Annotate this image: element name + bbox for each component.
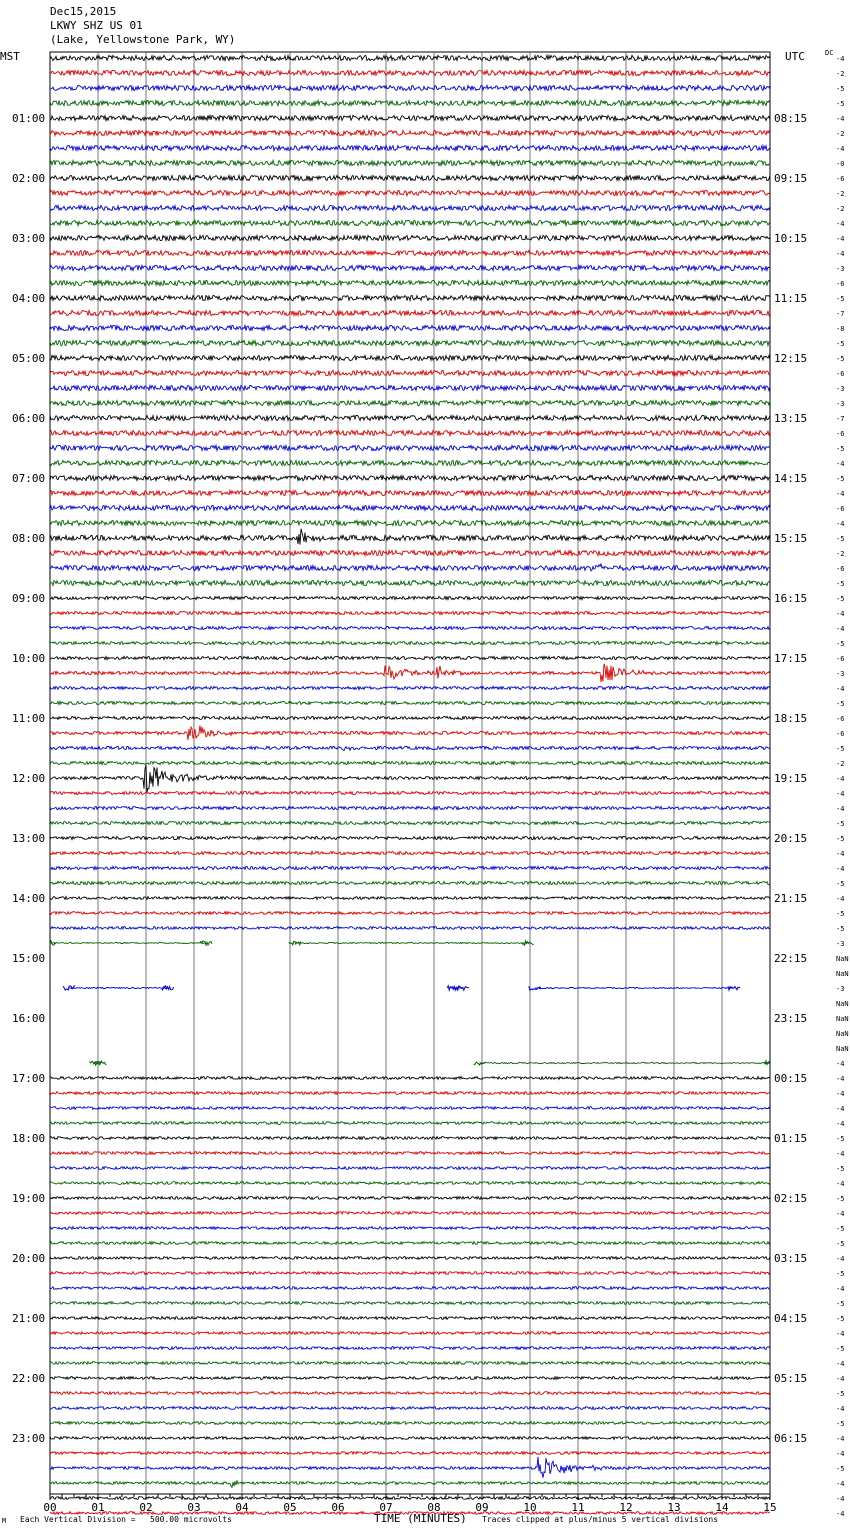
seismic-trace: [50, 1437, 770, 1440]
x-tick-label: 04: [235, 1501, 249, 1514]
dc-offset-label: -7: [836, 415, 845, 423]
dc-offset-label: -5: [836, 1270, 845, 1278]
seismic-trace: [50, 1077, 770, 1080]
right-hour-label: 19:15: [774, 772, 808, 785]
seismic-trace: [50, 1257, 770, 1260]
dc-offset-label: -4: [836, 1060, 845, 1068]
dc-offset-label: -4: [836, 1150, 845, 1158]
seismic-trace: [50, 1212, 770, 1215]
seismic-trace: [50, 355, 770, 360]
dc-offset-label: -4: [836, 895, 845, 903]
seismic-trace: [50, 445, 770, 450]
left-hour-label: 10:00: [12, 652, 46, 665]
seismic-trace: [50, 912, 770, 915]
dc-offset-label: -8: [836, 325, 845, 333]
seismic-trace: [50, 836, 770, 839]
x-tick-label: 09: [475, 1501, 489, 1514]
seismic-trace: [50, 1392, 770, 1395]
right-hour-label: 03:15: [774, 1252, 808, 1265]
x-tick-label: 11: [571, 1501, 585, 1514]
seismic-trace: [50, 791, 770, 794]
seismic-trace: [50, 761, 770, 764]
left-hour-label: 08:00: [12, 532, 46, 545]
seismic-trace: [50, 641, 770, 644]
dc-offset-label: -4: [836, 775, 845, 783]
seismic-trace: [50, 1480, 770, 1487]
seismic-trace: [50, 564, 770, 571]
seismic-trace: [50, 475, 770, 480]
seismic-trace: [50, 1377, 770, 1380]
dc-offset-label: -4: [836, 1360, 845, 1368]
left-timezone-label: MST: [0, 50, 20, 63]
left-hour-label: 13:00: [12, 832, 46, 845]
right-hour-label: 01:15: [774, 1132, 808, 1145]
dc-offset-label: -6: [836, 430, 845, 438]
dc-offset-label: -7: [836, 310, 845, 318]
seismic-trace: [69, 987, 167, 988]
x-tick-label: 06: [331, 1501, 345, 1514]
dc-offset-label: -3: [836, 670, 845, 678]
minute-gridlines: [50, 52, 770, 1500]
dc-offset-label: -4: [836, 460, 845, 468]
dc-offset-label: -4: [836, 1435, 845, 1443]
seismic-trace: [50, 370, 770, 375]
dc-offset-label: -4: [836, 1105, 845, 1113]
scale-note: Each Vertical Division = 500.00 microvolts: [20, 1515, 232, 1524]
dc-offset-label: -5: [836, 1165, 845, 1173]
dc-offset-label: -3: [836, 385, 845, 393]
seismic-trace: [50, 656, 770, 659]
seismic-trace: [50, 1317, 770, 1320]
left-hour-label: 11:00: [12, 712, 46, 725]
dc-offset-label: NaN: [836, 970, 849, 978]
seismic-trace: [50, 1182, 770, 1185]
seismic-trace: [50, 1227, 770, 1230]
seismic-trace: [50, 806, 770, 809]
dc-offset-label: -5: [836, 1195, 845, 1203]
dc-offset-label: -6: [836, 565, 845, 573]
seismic-trace: [50, 460, 770, 465]
dc-offset-label: -4: [836, 145, 845, 153]
dc-offset-label: -2: [836, 130, 845, 138]
dc-offset-label: -4: [836, 250, 845, 258]
seismic-trace: [50, 130, 770, 135]
station-location: (Lake, Yellowstone Park, WY): [50, 33, 236, 46]
seismic-trace: [50, 100, 770, 105]
time-labels: [12, 55, 849, 1518]
seismic-trace: [50, 205, 770, 210]
seismic-trace: [50, 821, 770, 824]
dc-offset-label: -5: [836, 85, 845, 93]
seismic-trace: [50, 1497, 770, 1500]
dc-offset-label: -6: [836, 655, 845, 663]
gap-edge-burst: [529, 986, 541, 990]
right-hour-label: 14:15: [774, 472, 808, 485]
dc-offset-label: -4: [836, 1375, 845, 1383]
seismic-trace: [50, 550, 770, 555]
seismic-trace: [50, 851, 770, 854]
right-hour-label: 23:15: [774, 1012, 808, 1025]
gap-edge-burst: [457, 986, 469, 990]
left-hour-label: 16:00: [12, 1012, 46, 1025]
left-hour-label: 22:00: [12, 1372, 46, 1385]
dc-offset-label: -4: [836, 1120, 845, 1128]
seismic-trace: [50, 746, 770, 750]
left-hour-label: 18:00: [12, 1132, 46, 1145]
left-hour-label: 06:00: [12, 412, 46, 425]
seismic-trace: [50, 1422, 770, 1425]
dc-offset-label: -4: [836, 1330, 845, 1338]
seismic-trace: [50, 400, 770, 405]
dc-offset-label: -4: [836, 805, 845, 813]
seismic-trace: [535, 987, 734, 988]
x-tick-label: 05: [283, 1501, 297, 1514]
seismic-trace: [50, 1122, 770, 1125]
dc-offset-label: -6: [836, 505, 845, 513]
seismic-trace: [50, 1152, 770, 1155]
dc-offset-label: -3: [836, 940, 845, 948]
seismic-trace: [50, 1457, 770, 1478]
left-hour-label: 20:00: [12, 1252, 46, 1265]
dc-offset-label: -5: [836, 1225, 845, 1233]
seismic-trace: [50, 55, 770, 60]
right-hour-label: 17:15: [774, 652, 808, 665]
right-hour-label: 16:15: [774, 592, 808, 605]
dc-offset-label: NaN: [836, 1000, 849, 1008]
left-hour-label: 14:00: [12, 892, 46, 905]
dc-offset-label: -5: [836, 1345, 845, 1353]
dc-offset-label: NaN: [836, 1030, 849, 1038]
seismic-trace: [50, 340, 770, 345]
dc-offset-label: -4: [836, 790, 845, 798]
left-hour-label: 03:00: [12, 232, 46, 245]
left-hour-label: 21:00: [12, 1312, 46, 1325]
dc-offset-label: -5: [836, 340, 845, 348]
left-hour-label: 05:00: [12, 352, 46, 365]
dc-offset-label: -4: [836, 1450, 845, 1458]
right-timezone-label: UTC: [785, 50, 805, 63]
dc-offset-label: -0: [836, 160, 845, 168]
seismic-trace: [50, 1137, 770, 1140]
dc-offset-label: -3: [836, 265, 845, 273]
right-hour-label: 08:15: [774, 112, 808, 125]
seismic-trace: [50, 611, 770, 614]
gap-edge-burst: [474, 1062, 486, 1065]
gap-edge-burst: [728, 986, 740, 990]
clip-note: Traces clipped at plus/minus 5 vertical divisions: [482, 1515, 719, 1524]
dc-offset-label: -5: [836, 1315, 845, 1323]
seismic-trace: [50, 1272, 770, 1275]
seismic-trace: [50, 866, 770, 869]
x-tick-label: 00: [43, 1501, 57, 1514]
dc-offset-label: -4: [836, 220, 845, 228]
x-tick-label: 13: [667, 1501, 681, 1514]
dc-offset-label: -4: [836, 1480, 845, 1488]
x-tick-label: 01: [91, 1501, 105, 1514]
x-tick-label: 10: [523, 1501, 537, 1514]
trace-rows: [50, 55, 770, 1514]
right-hour-label: 05:15: [774, 1372, 808, 1385]
seismic-trace: [50, 310, 770, 315]
right-hour-label: 13:15: [774, 412, 808, 425]
dc-offset-label: -5: [836, 1300, 845, 1308]
dc-offset-label: -4: [836, 610, 845, 618]
dc-offset-label: -4: [836, 1210, 845, 1218]
seismic-trace: [50, 70, 770, 75]
right-hour-label: 21:15: [774, 892, 808, 905]
seismic-trace: [50, 520, 770, 525]
dc-offset-label: -5: [836, 1390, 845, 1398]
seismic-trace: [50, 1242, 770, 1245]
chart-date: Dec15,2015: [50, 5, 117, 18]
seismic-trace: [50, 580, 770, 585]
dc-offset-label: -4: [836, 1495, 845, 1503]
seismic-trace: [50, 1362, 770, 1365]
right-hour-label: 04:15: [774, 1312, 808, 1325]
dc-offset-label: -5: [836, 595, 845, 603]
seismic-trace: [50, 686, 770, 689]
dc-offset-label: -4: [836, 1180, 845, 1188]
x-tick-label: 08: [427, 1501, 441, 1514]
right-hour-label: 12:15: [774, 352, 808, 365]
seismic-trace: [50, 716, 770, 719]
dc-offset-label: -5: [836, 535, 845, 543]
seismic-trace: [50, 385, 770, 390]
x-tick-label: 15: [763, 1501, 777, 1514]
seismic-trace: [50, 415, 770, 420]
seismic-trace: [50, 529, 770, 545]
seismic-trace: [50, 1092, 770, 1095]
dc-offset-label: -4: [836, 1285, 845, 1293]
right-hour-label: 18:15: [774, 712, 808, 725]
right-hour-label: 00:15: [774, 1072, 808, 1085]
seismic-trace: [50, 927, 770, 930]
dc-offset-label: -4: [836, 235, 845, 243]
left-hour-label: 01:00: [12, 112, 46, 125]
seismic-trace: [50, 280, 770, 285]
left-hour-label: 23:00: [12, 1432, 46, 1445]
footer-mark: M: [2, 1517, 7, 1525]
dc-offset-label: -5: [836, 1465, 845, 1473]
dc-offset-label: NaN: [836, 1045, 849, 1053]
dc-offset-label: -5: [836, 835, 845, 843]
dc-offset-label: -5: [836, 100, 845, 108]
right-hour-label: 22:15: [774, 952, 808, 965]
dc-offset-label: -2: [836, 760, 845, 768]
gap-edge-burst: [162, 986, 174, 990]
seismic-trace: [50, 235, 770, 240]
right-hour-label: 02:15: [774, 1192, 808, 1205]
dc-offset-label: -6: [836, 370, 845, 378]
seismic-trace: [50, 265, 770, 270]
dc-offset-label: -4: [836, 1255, 845, 1263]
seismic-trace: [50, 190, 770, 195]
dc-offset-label: -4: [836, 490, 845, 498]
dc-offset-label: -5: [836, 1240, 845, 1248]
seismic-trace: [50, 175, 770, 180]
dc-offset-label: -5: [836, 910, 845, 918]
right-hour-label: 09:15: [774, 172, 808, 185]
dc-offset-label: -6: [836, 280, 845, 288]
dc-offset-label: -4: [836, 1075, 845, 1083]
left-hour-label: 17:00: [12, 1072, 46, 1085]
dc-offset-label: -3: [836, 985, 845, 993]
seismic-trace: [50, 596, 770, 599]
seismic-trace: [50, 701, 770, 704]
seismic-trace: [50, 765, 770, 792]
dc-offset-label: -3: [836, 400, 845, 408]
seismic-trace: [50, 145, 770, 150]
dc-offset-label: -6: [836, 175, 845, 183]
seismic-trace: [50, 325, 770, 330]
dc-offset-label: NaN: [836, 1015, 849, 1023]
dc-offset-label: -4: [836, 1090, 845, 1098]
right-hour-label: 10:15: [774, 232, 808, 245]
dc-offset-label: -5: [836, 820, 845, 828]
seismic-trace: [50, 881, 770, 884]
seismic-trace: [50, 1197, 770, 1200]
dc-offset-label: -4: [836, 865, 845, 873]
seismic-trace: [50, 1302, 770, 1305]
gap-edge-burst: [63, 986, 75, 990]
station-code: LKWY SHZ US 01: [50, 19, 143, 32]
seismic-trace: [50, 1287, 770, 1290]
dc-offset-label: -5: [836, 580, 845, 588]
seismic-trace: [50, 490, 770, 495]
dc-label: DC: [825, 49, 834, 57]
seismic-trace: [50, 1107, 770, 1110]
dc-offset-label: -5: [836, 745, 845, 753]
seismic-trace: [50, 942, 206, 943]
seismic-trace: [50, 897, 770, 900]
dc-offset-label: NaN: [836, 955, 849, 963]
right-hour-label: 15:15: [774, 532, 808, 545]
seismic-trace: [50, 250, 770, 255]
seismic-trace: [50, 220, 770, 225]
seismic-trace: [50, 505, 770, 510]
right-hour-label: 20:15: [774, 832, 808, 845]
seismic-trace: [50, 430, 770, 435]
seismic-trace: [50, 1347, 770, 1350]
dc-offset-label: -4: [836, 520, 845, 528]
dc-offset-label: -2: [836, 70, 845, 78]
dc-offset-label: -4: [836, 685, 845, 693]
dc-offset-label: -6: [836, 730, 845, 738]
dc-offset-label: -4: [836, 1405, 845, 1413]
dc-offset-label: -5: [836, 640, 845, 648]
dc-offset-label: -2: [836, 205, 845, 213]
seismic-trace: [480, 1062, 770, 1063]
x-axis-label: TIME (MINUTES): [374, 1512, 467, 1525]
left-hour-label: 19:00: [12, 1192, 46, 1205]
left-hour-label: 12:00: [12, 772, 46, 785]
dc-offset-label: -5: [836, 925, 845, 933]
right-hour-label: 06:15: [774, 1432, 808, 1445]
dc-offset-label: -5: [836, 355, 845, 363]
dc-offset-label: -5: [836, 475, 845, 483]
seismic-trace: [50, 1407, 770, 1410]
gap-edge-burst: [764, 1061, 770, 1065]
dc-offset-label: -5: [836, 1135, 845, 1143]
left-hour-label: 15:00: [12, 952, 46, 965]
x-tick-label: 02: [139, 1501, 153, 1514]
dc-offset-label: -4: [836, 625, 845, 633]
seismic-trace: [50, 664, 770, 682]
dc-offset-label: -5: [836, 295, 845, 303]
seismic-trace: [50, 1452, 770, 1455]
x-tick-label: 07: [379, 1501, 393, 1514]
dc-offset-label: -2: [836, 550, 845, 558]
dc-offset-label: -5: [836, 445, 845, 453]
left-hour-label: 07:00: [12, 472, 46, 485]
dc-offset-label: -5: [836, 1420, 845, 1428]
x-tick-label: 12: [619, 1501, 633, 1514]
dc-offset-label: -2: [836, 190, 845, 198]
dc-offset-label: -5: [836, 700, 845, 708]
dc-offset-label: -5: [836, 880, 845, 888]
left-hour-label: 02:00: [12, 172, 46, 185]
dc-offset-label: -4: [836, 1510, 845, 1518]
dc-offset-label: -6: [836, 715, 845, 723]
x-tick-label: 14: [715, 1501, 729, 1514]
seismic-trace: [50, 115, 770, 120]
seismic-trace: [295, 942, 528, 943]
seismic-trace: [50, 160, 770, 165]
dc-offset-label: -4: [836, 55, 845, 63]
right-hour-label: 11:15: [774, 292, 808, 305]
seismic-trace: [50, 1167, 770, 1170]
seismic-trace: [50, 725, 770, 740]
seismic-trace: [50, 295, 770, 300]
seismic-trace: [50, 626, 770, 629]
left-hour-label: 09:00: [12, 592, 46, 605]
dc-offset-label: -4: [836, 850, 845, 858]
seismic-trace: [50, 85, 770, 90]
left-hour-label: 04:00: [12, 292, 46, 305]
seismic-trace: [50, 1332, 770, 1335]
gap-edge-burst: [200, 941, 212, 945]
dc-offset-label: -4: [836, 115, 845, 123]
x-tick-label: 03: [187, 1501, 201, 1514]
